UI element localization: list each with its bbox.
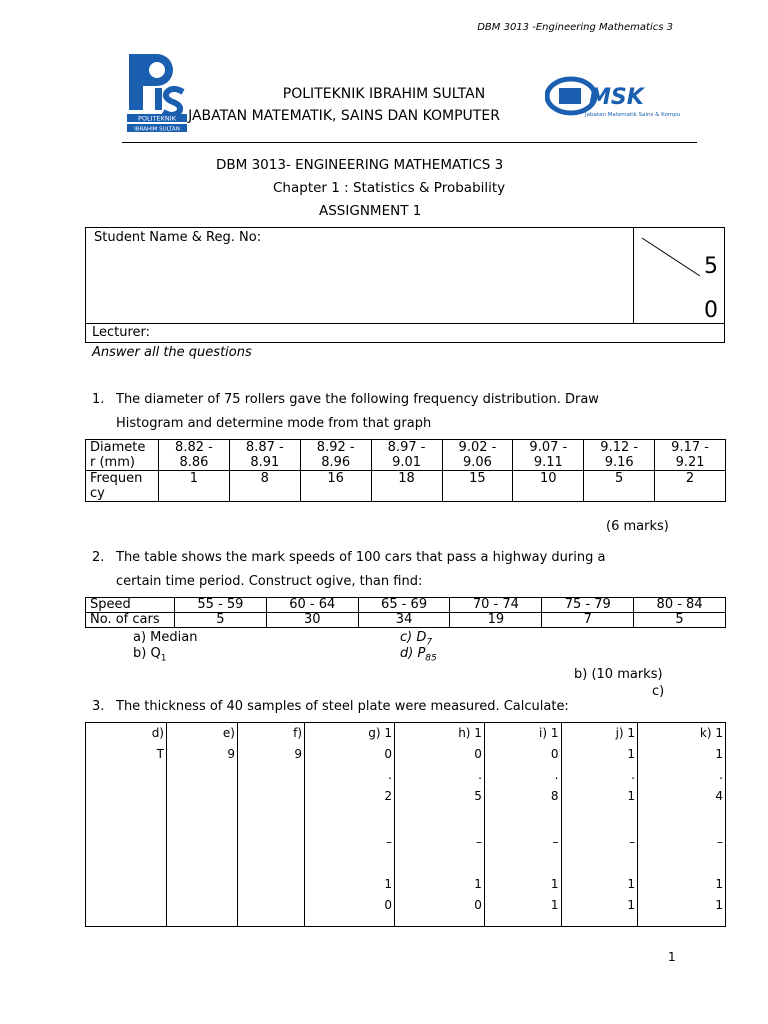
q2-marks: b) (10 marks) [574,667,663,682]
q2-class-cell: 75 - 79 [542,598,634,613]
q2-count-cell: 5 [634,613,726,628]
q3-col-5: h) 1 0 . 5 – 1 0 [394,723,484,927]
q1-freq-cell: 16 [300,471,371,502]
q2-count-cell: 19 [450,613,542,628]
score-numerator: 5 [704,254,718,279]
student-info-box [85,227,725,343]
q1-class-cell: 8.82 - 8.86 [159,440,230,471]
q1-class-cell: 9.17 - 9.21 [655,440,726,471]
q2-class-cell: 70 - 74 [450,598,542,613]
assignment-title: ASSIGNMENT 1 [319,203,422,219]
chapter-title: Chapter 1 : Statistics & Probability [273,180,506,196]
student-name-cell[interactable] [86,228,634,324]
instruction: Answer all the questions [92,345,252,360]
institution-name: POLITEKNIK IBRAHIM SULTAN [282,86,486,102]
q3-col-4: g) 1 0 . 2 – 1 0 [305,723,395,927]
q2-text-line1: The table shows the mark speeds of 100 cars that pass a highway during a [116,550,606,565]
q1-text-line2: Histogram and determine mode from that graph [116,416,432,431]
q2-part-a: a) Median [133,630,198,645]
score-cell [634,228,724,324]
question-3 [92,695,676,719]
lecturer-cell[interactable] [86,323,724,342]
student-name-label: Student Name & Reg. No: [94,230,262,245]
table-row [86,613,726,628]
q2-count-cell: 34 [358,613,450,628]
q2-class-cell: 55 - 59 [175,598,267,613]
q2-stray-label: c) [652,684,665,699]
q1-freq-cell: 15 [442,471,513,502]
logo-caption-1: POLITEKNIK [138,114,176,123]
table-row [86,471,726,502]
q1-class-cell: 8.87 - 8.91 [229,440,300,471]
q1-row-label-diameter: Diamete r (mm) [86,440,159,471]
svg-text:MSK: MSK [589,85,644,110]
course-title: DBM 3013- ENGINEERING MATHEMATICS 3 [216,157,504,173]
logo-caption-2: IBRAHIM SULTAN [134,126,180,133]
q1-freq-cell: 8 [229,471,300,502]
q2-part-b: b) $Q_1$ [133,646,167,664]
q1-class-cell: 9.02 - 9.06 [442,440,513,471]
q3-col-7: j) 1 1 . 1 – 1 1 [561,723,638,927]
q3-col-3: f) 9 [238,723,305,927]
q3-col-2: e) 9 [167,723,238,927]
q3-col-1: d) T [86,723,167,927]
q2-class-cell: 60 - 64 [266,598,358,613]
page-number: 1 [668,950,676,964]
q1-class-cell: 9.12 - 9.16 [584,440,655,471]
q3-col-6: i) 1 0 . 8 – 1 1 [484,723,561,927]
running-header: DBM 3013 -Engineering Mathematics 3 [477,22,673,33]
q2-count-cell: 7 [542,613,634,628]
department-name: JABATAN MATEMATIK, SAINS DAN KOMPUTER [188,108,500,124]
q1-freq-cell: 10 [513,471,584,502]
jmsk-caption: Jabatan Matematik Sains & Komputer [585,112,680,118]
q2-row-label-speed: Speed [86,598,175,613]
score-denominator: 0 [704,298,718,323]
q2-text-line2: certain time period. Construct ogive, than find: [116,574,423,589]
q2-row-label-cars: No. of cars [86,613,175,628]
q1-frequency-table [85,439,726,502]
q1-text-line1: The diameter of 75 rollers gave the following frequency distribution. Draw [116,392,599,407]
q2-speed-table [85,597,726,628]
q1-freq-cell: 2 [655,471,726,502]
lecturer-label: Lecturer: [92,325,151,340]
q3-col-8: k) 1 1 . 4 – 1 1 [638,723,726,927]
q3-number: 3. [92,699,105,714]
q2-count-cell: 30 [266,613,358,628]
q1-class-cell: 8.92 - 8.96 [300,440,371,471]
q2-class-cell: 80 - 84 [634,598,726,613]
table-row [86,598,726,613]
q1-class-cell: 9.07 - 9.11 [513,440,584,471]
q1-freq-cell: 5 [584,471,655,502]
q1-freq-cell: 1 [159,471,230,502]
q3-text: The thickness of 40 samples of steel plate were measured. Calculate: [116,699,569,714]
q1-row-label-frequency: Frequen cy [86,471,159,502]
q1-marks: (6 marks) [606,519,669,534]
q1-number: 1. [92,392,105,407]
q1-freq-cell: 18 [371,471,442,502]
q2-count-cell: 5 [175,613,267,628]
header-rule [122,142,697,143]
table-row [86,723,726,927]
q3-thickness-table [85,722,726,927]
q2-part-c: c) $D_7$ [400,630,433,648]
question-2 [92,546,676,589]
q2-class-cell: 65 - 69 [358,598,450,613]
question-1 [92,388,676,431]
table-row [86,440,726,471]
q2-part-d: d) $P_{85}$ [400,646,437,664]
q1-class-cell: 8.97 - 9.01 [371,440,442,471]
q2-number: 2. [92,550,105,565]
